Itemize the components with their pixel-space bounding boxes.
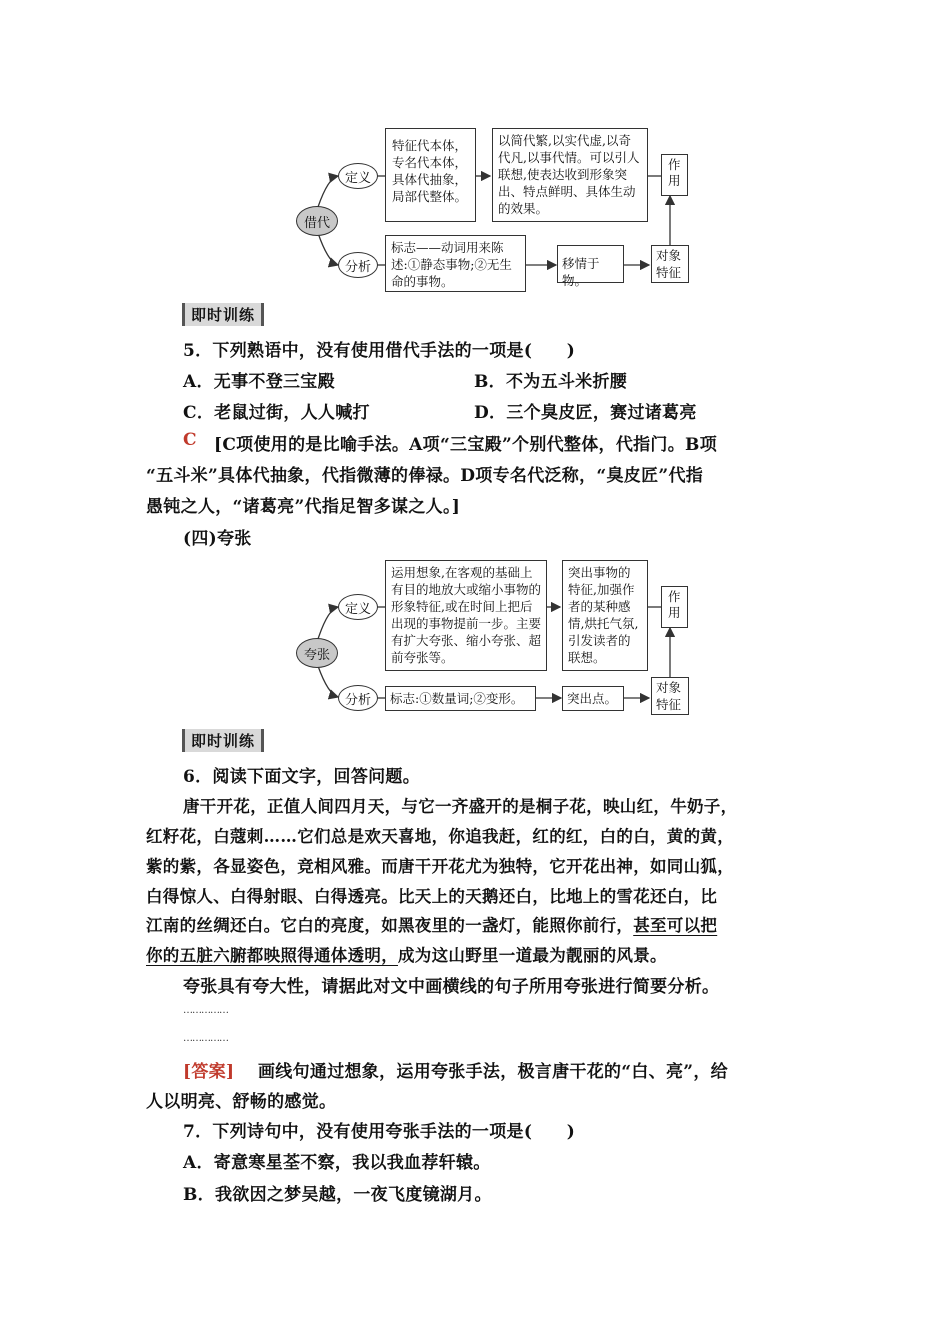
q6-passage-line5-text: 江南的丝绸还白。它白的亮度，如黑夜里的一盏灯，能照你前行， xyxy=(146,916,634,935)
q6-passage-line1: 唐干开花，正值人间四月天，与它一齐盛开的是桐子花，映山红，牛奶子， xyxy=(183,797,738,816)
diagram1-object-box: 对象特征 xyxy=(651,245,689,283)
diagram2-analysis-node: 分析 xyxy=(338,685,378,711)
q5-explanation-line3: 愚钝之人，“诸葛亮”代指足智多谋之人。] xyxy=(146,497,461,517)
q6-passage-line3: 紫的紫，各显姿色，竞相风雅。而唐干开花尤为独特，它开花出神，如同山狐， xyxy=(146,857,734,876)
q5-option-c: C．老鼠过街，人人喊打 xyxy=(183,403,370,423)
q6-answer-tag: [答案] xyxy=(183,1062,235,1082)
q5-option-d: D．三个臭皮匠，赛过诸葛亮 xyxy=(474,403,697,423)
q5-answer: C xyxy=(183,430,197,450)
training-badge-1: 即时训练 xyxy=(182,303,264,326)
q7-option-b: B．我欲因之梦吴越，一夜飞度镜湖月。 xyxy=(183,1185,492,1205)
diagram2-definition-node: 定义 xyxy=(338,594,378,620)
q6-passage-line6 xyxy=(146,942,667,966)
diagram2-object-box: 对象特征 xyxy=(651,677,689,715)
q5-stem: 5．下列熟语中，没有使用借代手法的一项是( ) xyxy=(183,341,576,361)
q6-answer-line2: 人以明亮、舒畅的感觉。 xyxy=(146,1092,337,1112)
diagram2-definition-box: 运用想象,在客观的基础上有目的地放大或缩小事物的形象特征,或在时间上把后出现的事物提前一步。主要有扩大夸张、缩小夸张、超前夸张等。 xyxy=(385,560,547,671)
diagram2-highlight-box: 突出点。 xyxy=(562,686,624,711)
diagram2-effect-box: 突出事物的特征,加强作者的某种感情,烘托气氛,引发读者的联想。 xyxy=(562,560,648,671)
q5-option-a: A．无事不登三宝殿 xyxy=(183,372,335,392)
diagram1-move-box: 移情于物。 xyxy=(557,245,624,283)
q5-explanation-line1: [C项使用的是比喻手法。A项“三宝殿”个别代整体，代指门。B项 xyxy=(214,435,717,455)
section-heading-hyperbole: (四)夸张 xyxy=(183,529,252,549)
diagram2-sign-box: 标志:①数量词;②变形。 xyxy=(385,686,536,711)
diagram1-definition-box: 特征代本体，专名代本体，具体代抽象，局部代整体。 xyxy=(385,128,476,222)
q6-answer-dots-1: …………… xyxy=(183,1005,228,1016)
q7-option-a: A．寄意寒星荃不察，我以我血荐轩辕。 xyxy=(183,1153,491,1173)
q6-underlined-sentence-part1: 甚至可以把 xyxy=(633,916,718,935)
q6-passage-line4: 白得惊人、白得射眼、白得透亮。比天上的天鹅还白，比地上的雪花还白，比 xyxy=(146,887,718,906)
q6-passage-line6-text: 成为这山野里一道最为靓丽的风景。 xyxy=(398,946,667,965)
q6-answer-dots-2: …………… xyxy=(183,1033,228,1044)
q6-passage-line2: 红籽花，白蔻刺……它们总是欢天喜地，你追我赶，红的红，白的白，黄的黄， xyxy=(146,827,734,846)
q6-stem: 6．阅读下面文字，回答问题。 xyxy=(183,767,421,787)
diagram1-use-box: 作用 xyxy=(661,154,688,196)
training-badge-2: 即时训练 xyxy=(182,729,264,752)
diagram2-use-box: 作用 xyxy=(661,586,688,628)
q5-option-b: B．不为五斗米折腰 xyxy=(474,372,628,392)
q7-stem: 7．下列诗句中，没有使用夸张手法的一项是( ) xyxy=(183,1122,576,1142)
q5-explanation-line2: “五斗米”具体代抽象，代指微薄的俸禄。D项专名代泛称，“臭皮匠”代指 xyxy=(146,466,704,486)
diagram2-center-node: 夸张 xyxy=(296,638,338,668)
diagram1-center-node: 借代 xyxy=(296,206,338,236)
q6-ask: 夸张具有夸大性，请据此对文中画横线的句子所用夸张进行简要分析。 xyxy=(183,977,720,997)
q6-underlined-sentence-part2: 你的五脏六腑都映照得通体透明， xyxy=(146,946,398,965)
diagram1-sign-box: 标志——动词用来陈述:①静态事物;②无生命的事物。 xyxy=(385,235,526,292)
diagram1-definition-node: 定义 xyxy=(338,163,378,189)
q6-answer-line1: 画线句通过想象，运用夸张手法，极言唐干花的“白、亮”，给 xyxy=(258,1062,728,1082)
diagram1-effect-box: 以简代繁,以实代虚,以奇代凡,以事代情。可以引人联想,使表达收到形象突出、特点鲜明、具体生动的效果。 xyxy=(492,128,648,222)
q6-passage-line5 xyxy=(146,912,717,936)
diagram1-analysis-node: 分析 xyxy=(338,252,378,278)
